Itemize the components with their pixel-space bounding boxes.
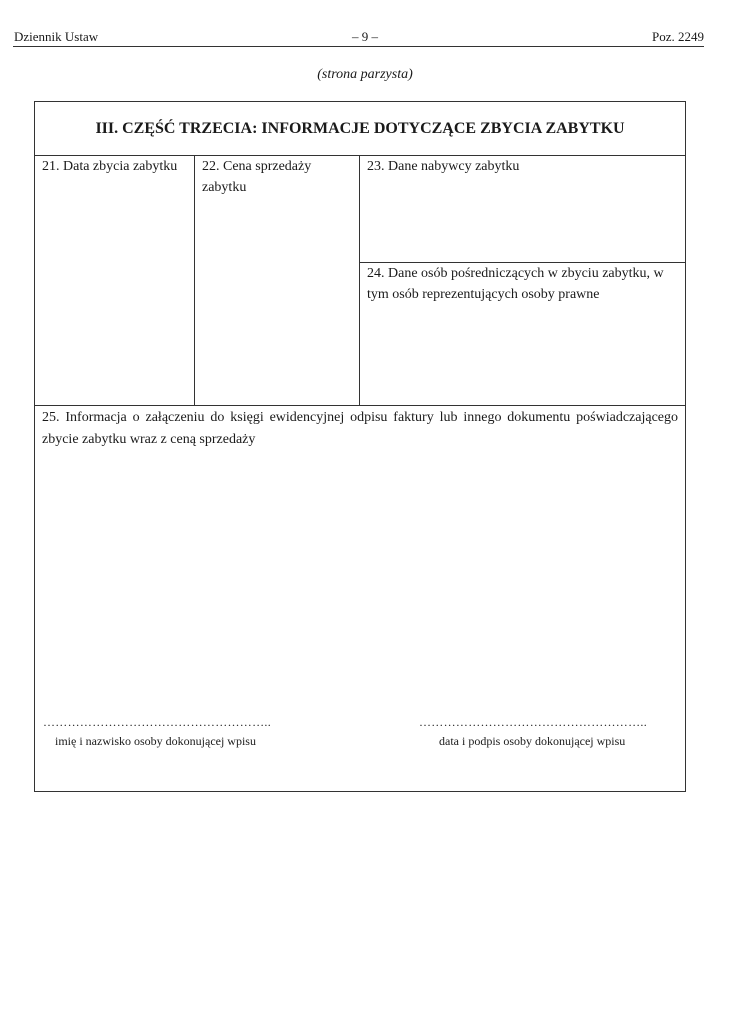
- form-section-title: III. CZĘŚĆ TRZECIA: INFORMACJE DOTYCZĄCE ZBYCIA ZABYTKU: [35, 102, 685, 156]
- field-25-attachment-info[interactable]: [35, 405, 685, 792]
- header-divider: [13, 46, 704, 47]
- signature-line-name[interactable]: ………………………………………………..: [43, 715, 271, 729]
- field-24-intermediaries-data[interactable]: [360, 263, 685, 405]
- page-subtitle: (strona parzysta): [317, 67, 413, 82]
- field-21-label: 21. Data zbycia zabytku: [42, 159, 178, 174]
- header-page-number: – 9 –: [352, 29, 378, 44]
- field-25-label: 25. Informacja o załączeniu do księgi ewidencyjnej odpisu faktury lub innego dokumentu poświadczającego zbycie zabytku wraz z ceną sprzedaży: [42, 410, 678, 447]
- form-section-three: [34, 101, 686, 792]
- field-22-label: 22. Cena sprzedaży zabytku: [202, 159, 312, 195]
- field-23-label: 23. Dane nabywcy zabytku: [367, 159, 520, 174]
- signature-line-date[interactable]: ………………………………………………..: [419, 715, 647, 729]
- field-22-sale-price[interactable]: [195, 156, 360, 405]
- field-24-label: 24. Dane osób pośredniczących w zbyciu zabytku, w tym osób reprezentujących osoby prawne: [367, 266, 664, 302]
- header-journal-name: Dziennik Ustaw: [14, 29, 99, 44]
- signature-label-date: data i podpis osoby dokonującej wpisu: [439, 734, 626, 748]
- signature-label-name: imię i nazwisko osoby dokonującej wpisu: [55, 734, 256, 748]
- field-21-sale-date[interactable]: [35, 156, 195, 405]
- header-position: Poz. 2249: [652, 29, 704, 44]
- field-23-buyer-data[interactable]: [360, 156, 685, 263]
